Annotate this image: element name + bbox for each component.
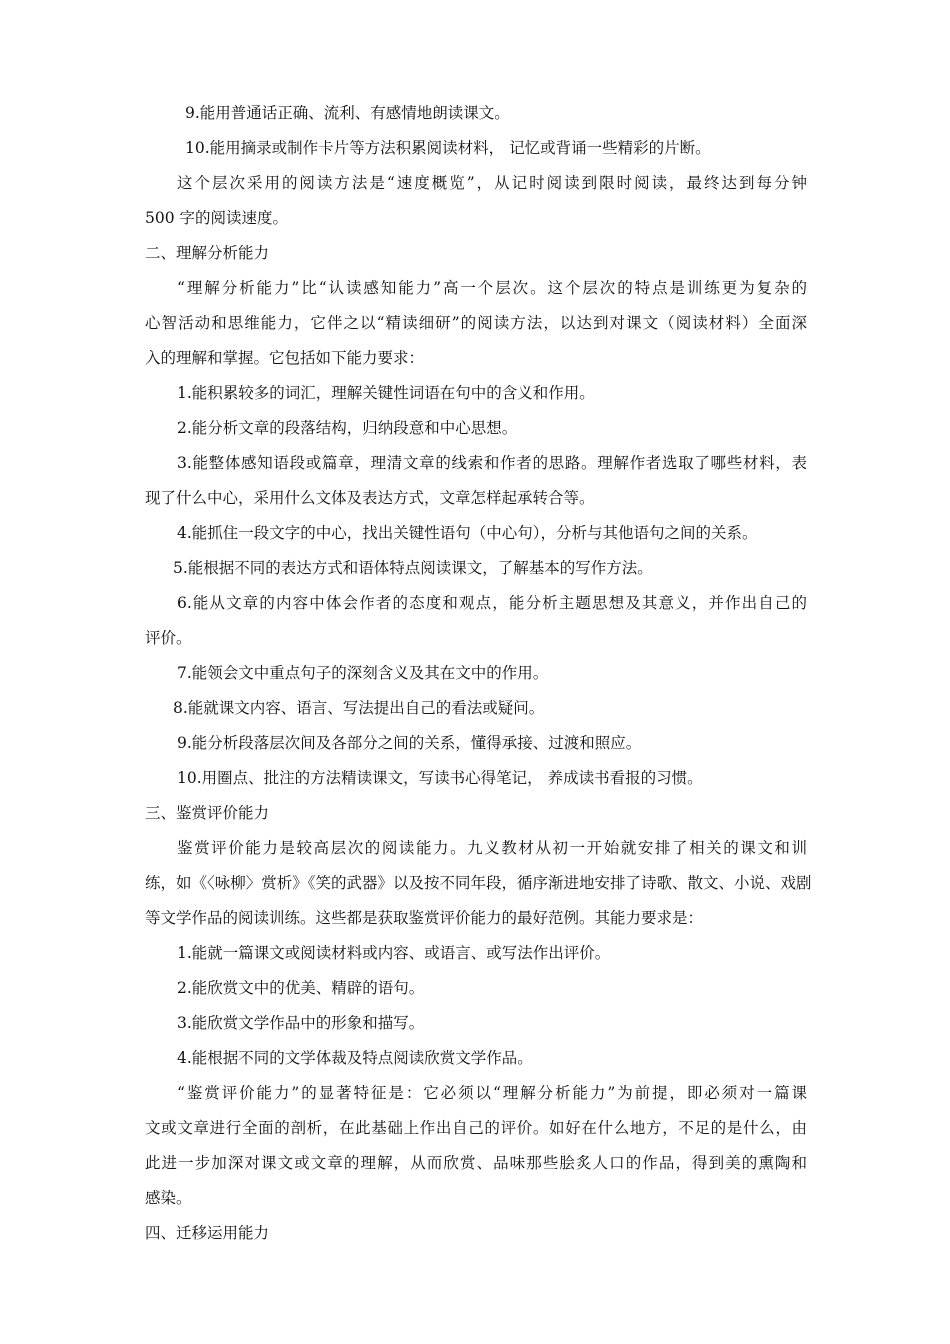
list-item: 1.能就一篇课文或阅读材料或内容、或语言、或写法作出评价。: [177, 944, 611, 962]
paragraph-line: “理解分析能力”比“认读感知能力”高一个层次。这个层次的特点是训练更为复杂的: [177, 279, 807, 297]
paragraph-line: 这个层次采用的阅读方法是“速度概览”，从记时阅读到限时阅读，最终达到每分钟: [177, 174, 807, 192]
list-item: 5.能根据不同的表达方式和语体特点阅读课文，了解基本的写作方法。: [173, 559, 653, 577]
list-item: 2.能分析文章的段落结构，归纳段意和中心思想。: [177, 419, 518, 437]
paragraph-line: “鉴赏评价能力”的显著特征是：它必须以“理解分析能力”为前提，即必须对一篇课: [177, 1084, 807, 1102]
paragraph-line: 感染。: [145, 1189, 192, 1207]
list-item: 4.能抓住一段文字的中心，找出关键性语句（中心句），分析与其他语句之间的关系。: [177, 524, 758, 542]
section-heading-3: 三、鉴赏评价能力: [145, 804, 270, 822]
list-item: 2.能欣赏文中的优美、精辟的语句。: [177, 979, 425, 997]
section-heading-4: 四、迁移运用能力: [145, 1224, 270, 1242]
list-item: 4.能根据不同的文学体裁及特点阅读欣赏文学作品。: [177, 1049, 533, 1067]
list-item: 3.能欣赏文学作品中的形象和描写。: [177, 1014, 425, 1032]
paragraph-line: 此进一步加深对课文或文章的理解，从而欣赏、品味那些脍炙人口的作品，得到美的熏陶和: [145, 1154, 807, 1172]
paragraph-line: 鉴赏评价能力是较高层次的阅读能力。九义教材从初一开始就安排了相关的课文和训: [177, 839, 807, 857]
list-item: 7.能领会文中重点句子的深刻含义及其在文中的作用。: [177, 664, 549, 682]
list-item: 8.能就课文内容、语言、写法提出自己的看法或疑问。: [173, 699, 545, 717]
list-item: 6.能从文章的内容中体会作者的态度和观点，能分析主题思想及其意义，并作出自己的: [177, 594, 807, 612]
paragraph-line: 入的理解和掌握。它包括如下能力要求：: [145, 349, 425, 367]
paragraph-line: 等文学作品的阅读训练。这些都是获取鉴赏评价能力的最好范例。其能力要求是：: [145, 909, 704, 927]
list-item-9: 9.能用普通话正确、流利、有感情地朗读课文。: [185, 104, 510, 122]
paragraph-line: 心智活动和思维能力，它伴之以“精读细研”的阅读方法，以达到对课文（阅读材料）全面深: [145, 314, 807, 332]
list-item: 3.能整体感知语段或篇章，理清文章的线索和作者的思路。理解作者选取了哪些材料，表: [177, 454, 807, 472]
section-heading-2: 二、理解分析能力: [145, 244, 270, 262]
list-item-10: 10.能用摘录或制作卡片等方法积累阅读材料， 记忆或背诵一些精彩的片断。: [185, 139, 711, 157]
paragraph-line: 500 字的阅读速度。: [145, 209, 289, 227]
paragraph-line: 评价。: [145, 629, 192, 647]
paragraph-line: 文或文章进行全面的剖析，在此基础上作出自己的评价。如好在什么地方，不足的是什么，由: [145, 1119, 807, 1137]
list-item: 1.能积累较多的词汇，理解关键性词语在句中的含义和作用。: [177, 384, 595, 402]
list-item: 10.用圈点、批注的方法精读课文，写读书心得笔记， 养成读书看报的习惯。: [177, 769, 703, 787]
paragraph-line: 现了什么中心，采用什么文体及表达方式，文章怎样起承转合等。: [145, 489, 595, 507]
paragraph-line: 练，如《〈咏柳〉赏析》《笑的武器》以及按不同年段，循序渐进地安排了诗歌、散文、小说、戏剧: [145, 874, 812, 892]
list-item: 9.能分析段落层次间及各部分之间的关系，懂得承接、过渡和照应。: [177, 734, 642, 752]
